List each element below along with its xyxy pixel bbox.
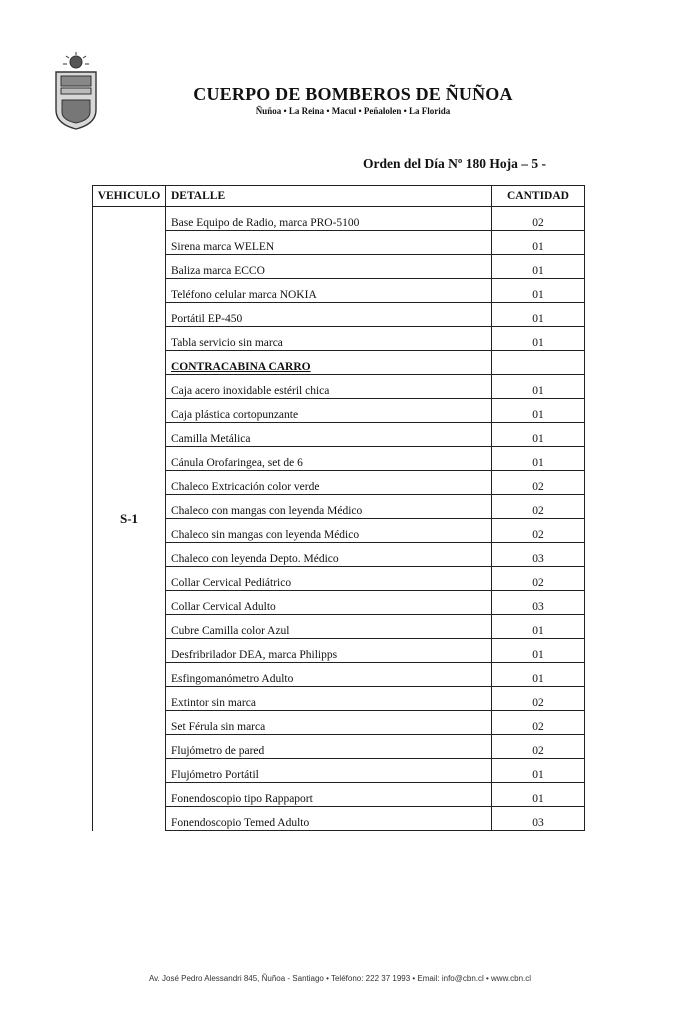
item-detail: Flujómetro Portátil	[171, 769, 259, 781]
quantity-cell: 02	[492, 735, 585, 759]
detail-cell	[166, 567, 492, 591]
detail-cell	[166, 807, 492, 831]
item-detail: Caja plástica cortopunzante	[171, 409, 299, 421]
item-detail: Tabla servicio sin marca	[171, 337, 283, 349]
detail-cell	[166, 591, 492, 615]
item-detail: Extintor sin marca	[171, 697, 256, 709]
quantity-cell: 01	[492, 303, 585, 327]
quantity-cell: 02	[492, 207, 585, 231]
table-row	[93, 327, 585, 351]
table-row	[93, 351, 585, 375]
table-row	[93, 711, 585, 735]
item-detail: Collar Cervical Adulto	[171, 601, 276, 613]
quantity-cell	[492, 351, 585, 375]
detail-cell	[166, 735, 492, 759]
table-row	[93, 615, 585, 639]
inventory-table	[92, 185, 585, 831]
item-detail: Collar Cervical Pediátrico	[171, 577, 292, 589]
table-row	[93, 471, 585, 495]
detail-cell	[166, 327, 492, 351]
table-header-row	[93, 186, 585, 207]
table-row	[93, 783, 585, 807]
item-detail: Baliza marca ECCO	[171, 265, 265, 277]
item-detail: Portátil EP-450	[171, 313, 243, 325]
quantity-cell: 01	[492, 759, 585, 783]
table-row	[93, 279, 585, 303]
section-heading: CONTRACABINA CARRO	[171, 361, 311, 373]
item-detail: Chaleco con leyenda Depto. Médico	[171, 553, 339, 565]
detail-cell	[166, 711, 492, 735]
quantity-cell: 01	[492, 615, 585, 639]
detail-cell	[166, 687, 492, 711]
item-detail: Chaleco Extricación color verde	[171, 481, 320, 493]
table-row	[93, 399, 585, 423]
table-row	[93, 663, 585, 687]
item-detail: Cubre Camilla color Azul	[171, 625, 290, 637]
quantity-cell: 02	[492, 471, 585, 495]
table-row	[93, 591, 585, 615]
quantity-cell: 01	[492, 255, 585, 279]
detail-cell	[166, 231, 492, 255]
table-row	[93, 495, 585, 519]
item-detail: Chaleco con mangas con leyenda Médico	[171, 505, 363, 517]
detail-cell	[166, 471, 492, 495]
quantity-cell: 01	[492, 231, 585, 255]
quantity-cell: 01	[492, 639, 585, 663]
item-detail: Caja acero inoxidable estéril chica	[171, 385, 330, 397]
table-row	[93, 423, 585, 447]
table-row	[93, 255, 585, 279]
detail-cell	[166, 279, 492, 303]
table-row	[93, 543, 585, 567]
table-row	[93, 687, 585, 711]
table-row	[93, 303, 585, 327]
detail-cell	[166, 615, 492, 639]
quantity-cell: 01	[492, 279, 585, 303]
table-row	[93, 375, 585, 399]
table-row	[93, 207, 585, 231]
column-header-vehicle: VEHICULO	[93, 186, 166, 207]
quantity-cell: 02	[492, 567, 585, 591]
table-row	[93, 759, 585, 783]
detail-cell	[166, 423, 492, 447]
communes-subtitle: Ñuñoa • La Reina • Macul • Peñalolen • La Florida	[255, 106, 451, 116]
item-detail: Fonendoscopio tipo Rappaport	[171, 793, 313, 805]
quantity-cell: 01	[492, 327, 585, 351]
quantity-cell: 01	[492, 375, 585, 399]
detail-cell	[166, 303, 492, 327]
item-detail: Flujómetro de pared	[171, 745, 265, 757]
quantity-cell: 01	[492, 447, 585, 471]
organization-name: CUERPO DE BOMBEROS DE ÑUÑOA	[193, 84, 513, 104]
item-detail: Camilla Metálica	[171, 433, 251, 445]
item-detail: Esfingomanómetro Adulto	[171, 673, 294, 685]
table-row	[93, 807, 585, 831]
vehicle-cell: S-1	[93, 207, 166, 831]
item-detail: Chaleco sin mangas con leyenda Médico	[171, 529, 360, 541]
detail-cell	[166, 351, 492, 375]
detail-cell	[166, 759, 492, 783]
detail-cell	[166, 399, 492, 423]
detail-cell	[166, 375, 492, 399]
quantity-cell: 02	[492, 687, 585, 711]
item-detail: Fonendoscopio Temed Adulto	[171, 817, 310, 829]
quantity-cell: 03	[492, 591, 585, 615]
table-row	[93, 639, 585, 663]
detail-cell	[166, 639, 492, 663]
quantity-cell: 01	[492, 423, 585, 447]
quantity-cell: 01	[492, 663, 585, 687]
detail-cell	[166, 255, 492, 279]
detail-cell	[166, 783, 492, 807]
table-row	[93, 231, 585, 255]
quantity-cell: 01	[492, 783, 585, 807]
item-detail: Sirena marca WELEN	[171, 241, 275, 253]
table-row	[93, 519, 585, 543]
table-row	[93, 735, 585, 759]
order-of-day-line: Orden del Día Nº 180 Hoja – 5 -	[363, 156, 546, 171]
item-detail: Cánula Orofaringea, set de 6	[171, 457, 303, 469]
detail-cell	[166, 543, 492, 567]
detail-cell	[166, 207, 492, 231]
table-body	[93, 207, 585, 831]
detail-cell	[166, 495, 492, 519]
detail-cell	[166, 663, 492, 687]
quantity-cell: 03	[492, 807, 585, 831]
footer-contact: Av. José Pedro Alessandri 845, Ñuñoa - Santiago • Teléfono: 222 37 1993 • Email: info@cbn.cl • www.cbn.cl	[148, 974, 532, 983]
quantity-cell: 02	[492, 711, 585, 735]
item-detail: Teléfono celular marca NOKIA	[171, 289, 317, 301]
quantity-cell: 01	[492, 399, 585, 423]
table-row	[93, 447, 585, 471]
column-header-quantity: CANTIDAD	[492, 186, 585, 207]
item-detail: Desfribrilador DEA, marca Philipps	[171, 649, 338, 661]
detail-cell	[166, 447, 492, 471]
quantity-cell: 02	[492, 495, 585, 519]
table-row	[93, 567, 585, 591]
quantity-cell: 02	[492, 519, 585, 543]
column-header-detail: DETALLE	[166, 186, 492, 207]
quantity-cell: 03	[492, 543, 585, 567]
item-detail: Set Férula sin marca	[171, 721, 266, 733]
item-detail: Base Equipo de Radio, marca PRO-5100	[171, 217, 360, 229]
detail-cell	[166, 519, 492, 543]
